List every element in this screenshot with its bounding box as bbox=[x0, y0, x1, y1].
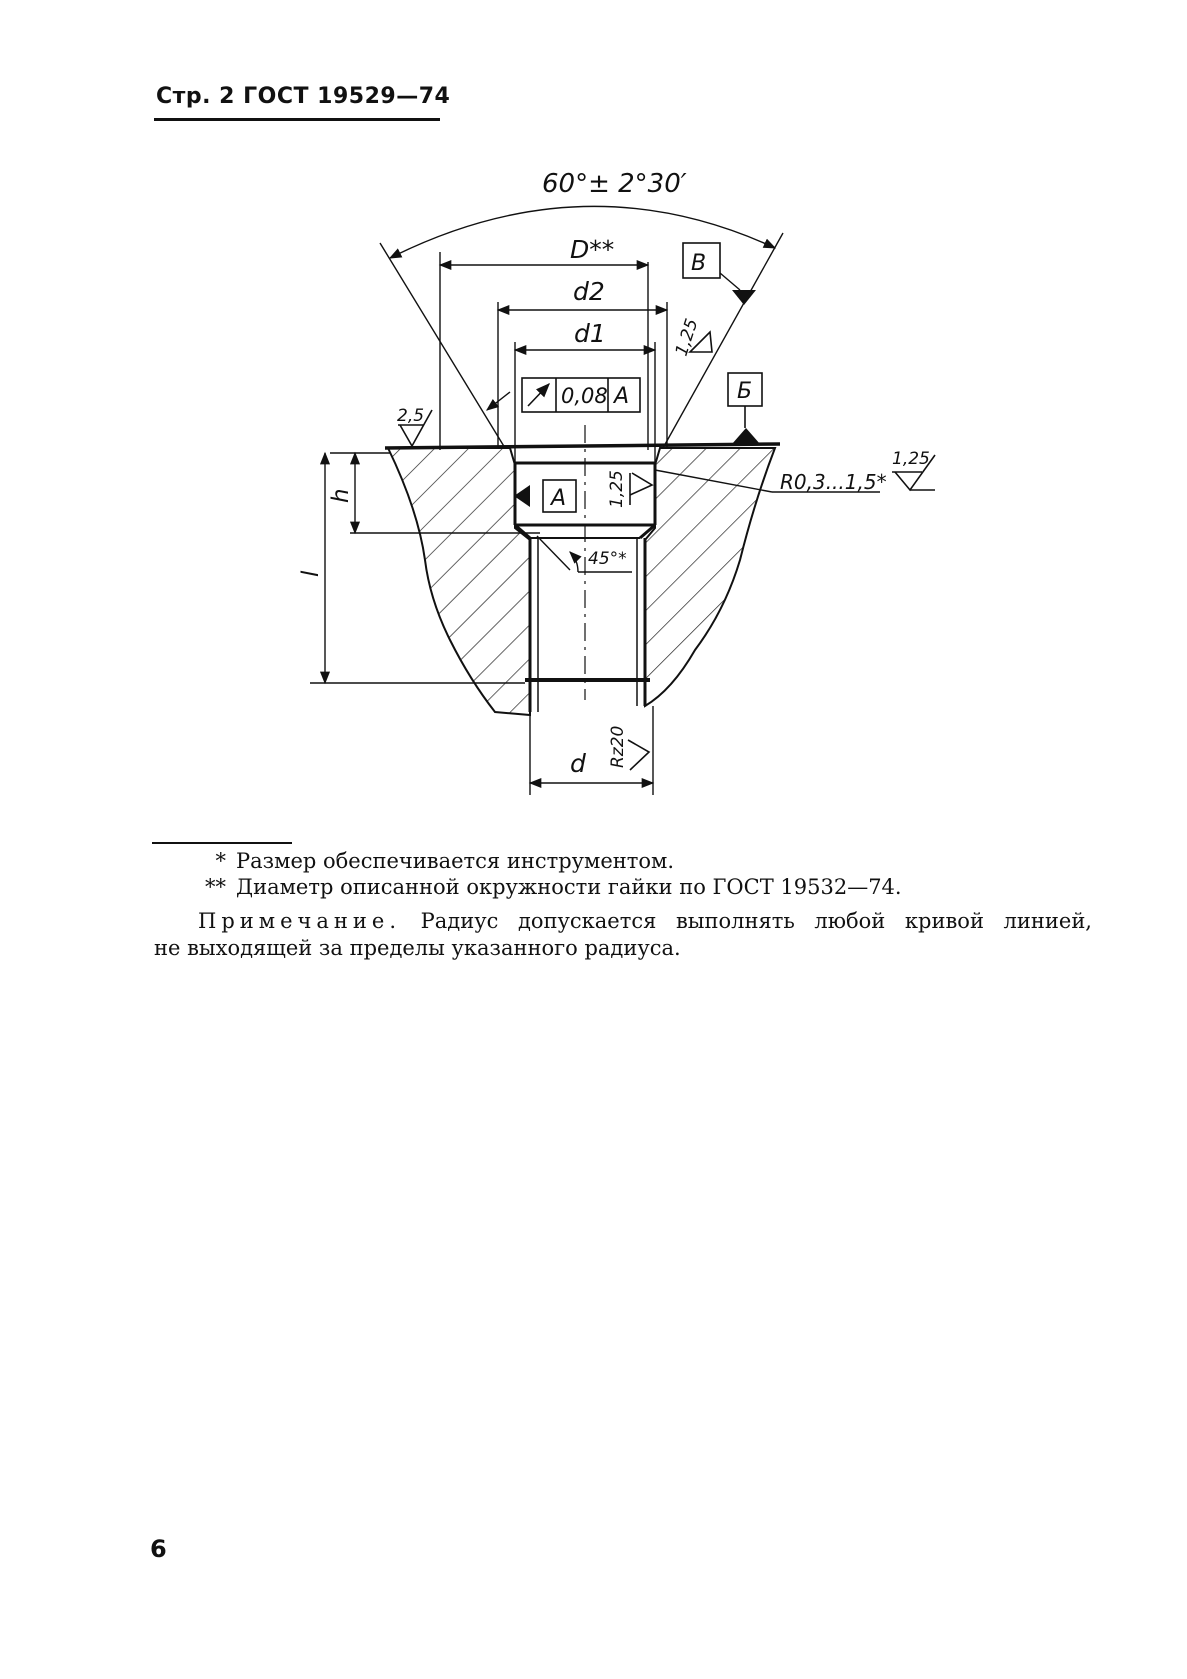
roughness-2-5-label: 2,5 bbox=[397, 406, 425, 426]
diameter-D-label: D** bbox=[570, 235, 615, 264]
datum-B-label: Б bbox=[737, 379, 753, 404]
roughness-1-25-cone-label: 1,25 bbox=[671, 316, 703, 359]
part-section bbox=[385, 425, 780, 715]
datum-A-label: A bbox=[551, 486, 567, 511]
note-line-1: Радиус допускается выполнять любой кривой линией, bbox=[420, 909, 1092, 933]
left-body-hatch bbox=[388, 448, 530, 715]
diameter-d2-label: d2 bbox=[573, 277, 605, 306]
footnote-text: Диаметр описанной окружности гайки по ГОСТ 19532—74. bbox=[236, 875, 902, 899]
length-l-label: l bbox=[298, 570, 324, 577]
page-label: Стр. 2 bbox=[156, 84, 235, 109]
footnote-mark: ** bbox=[205, 875, 226, 899]
right-body-hatch bbox=[645, 448, 775, 706]
radius-label: R0,3...1,5* bbox=[780, 470, 887, 494]
note-line-2: не выходящей за пределы указанного радиуса. bbox=[154, 936, 681, 960]
roughness-1-25-top-label: 1,25 bbox=[892, 449, 930, 469]
diameter-d1-label: d1 bbox=[574, 319, 606, 348]
roughness-rz20-label: Rz20 bbox=[608, 725, 628, 768]
diameter-d-label: d bbox=[570, 749, 586, 778]
chamfer-label: 45°* bbox=[588, 549, 627, 569]
note-title: Примечание. bbox=[198, 909, 402, 933]
footnote-text: Размер обеспечивается инструментом. bbox=[236, 849, 675, 873]
datum-V-label: В bbox=[691, 251, 707, 276]
footnote-rule bbox=[152, 842, 292, 844]
footnote-mark: * bbox=[215, 849, 226, 873]
tolerance-value: 0,08 bbox=[561, 384, 608, 408]
angle-label: 60°± 2°30′ bbox=[542, 169, 687, 199]
roughness-1-25-side-label: 1,25 bbox=[607, 470, 627, 508]
standard-number: ГОСТ 19529—74 bbox=[243, 84, 451, 109]
footnote-2 bbox=[0, 874, 902, 900]
height-h-label: h bbox=[328, 488, 354, 503]
note-paragraph bbox=[154, 908, 1092, 962]
drawing-labels bbox=[298, 169, 930, 778]
footnote-1 bbox=[0, 848, 674, 874]
page-number: 6 bbox=[150, 1535, 167, 1563]
tolerance-datum-label: A bbox=[614, 384, 630, 409]
